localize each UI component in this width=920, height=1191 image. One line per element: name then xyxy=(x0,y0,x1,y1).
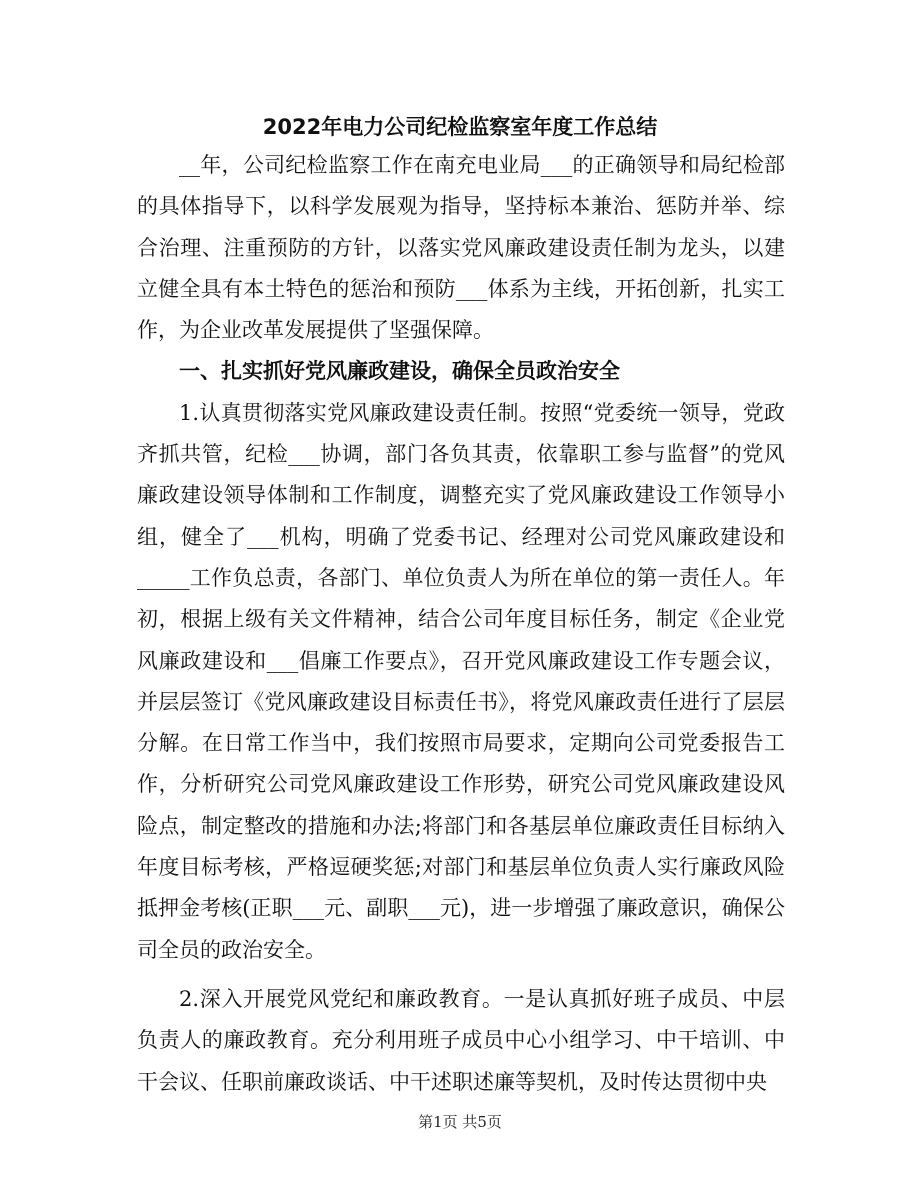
item-2-paragraph: 2.深入开展党风党纪和廉政教育。一是认真抓好班子成员、中层负责人的廉政教育。充分利用班子成员中心小组学习、中干培训、中干会议、任职前廉政谈话、中干述职述廉等契机，及时传达贯彻中央 xyxy=(137,986,785,1094)
document-body xyxy=(137,145,785,1103)
section-heading: 一、扎实抓好党风廉政建设，确保全员政治安全 xyxy=(179,359,620,384)
intro-paragraph: __年，公司纪检监察工作在南充电业局___的正确领导和局纪检部的具体指导下，以科学发展观为指导，坚持标本兼治、惩防并举、综合治理、注重预防的方针，以落实党风廉政建设责任制为龙头，以建立健全具有本土特色的惩治和预防___体系为主线，开拓创新，扎实工作，为企业改革发展提供了坚强保障。 xyxy=(137,153,785,343)
item-1-paragraph: 1.认真贯彻落实党风廉政建设责任制。按照“党委统一领导，党政齐抓共管，纪检___协调，部门各负其责，依靠职工参与监督”的党风廉政建设领导体制和工作制度，调整充实了党风廉政建设工作领导小组，健全了___机构，明确了党委书记、经理对公司党风廉政建设和_____工作负总责，各部门、单位负责人为所在单位的第一责任人。年初，根据上级有关文件精神，结合公司年度目标任务，制定《企业党风廉政建设和___倡廉工作要点》，召开党风廉政建设工作专题会议，并层层签订《党风廉政建设目标责任书》，将党风廉政责任进行了层层分解。在日常工作当中，我们按照市局要求，定期向公司党委报告工作，分析研究公司党风廉政建设工作形势，研究公司党风廉政建设风险点，制定整改的措施和办法;将部门和各基层单位廉政责任目标纳入年度目标考核，严格逗硬奖惩;对部门和基层单位负责人实行廉政风险抵押金考核(正职___元、副职___元)，进一步增强了廉政意识，确保公司全员的政治安全。 xyxy=(137,400,785,962)
document-title: 2022年电力公司纪检监察室年度工作总结 xyxy=(262,115,658,139)
page-number: 第1页 共5页 xyxy=(418,1113,502,1131)
